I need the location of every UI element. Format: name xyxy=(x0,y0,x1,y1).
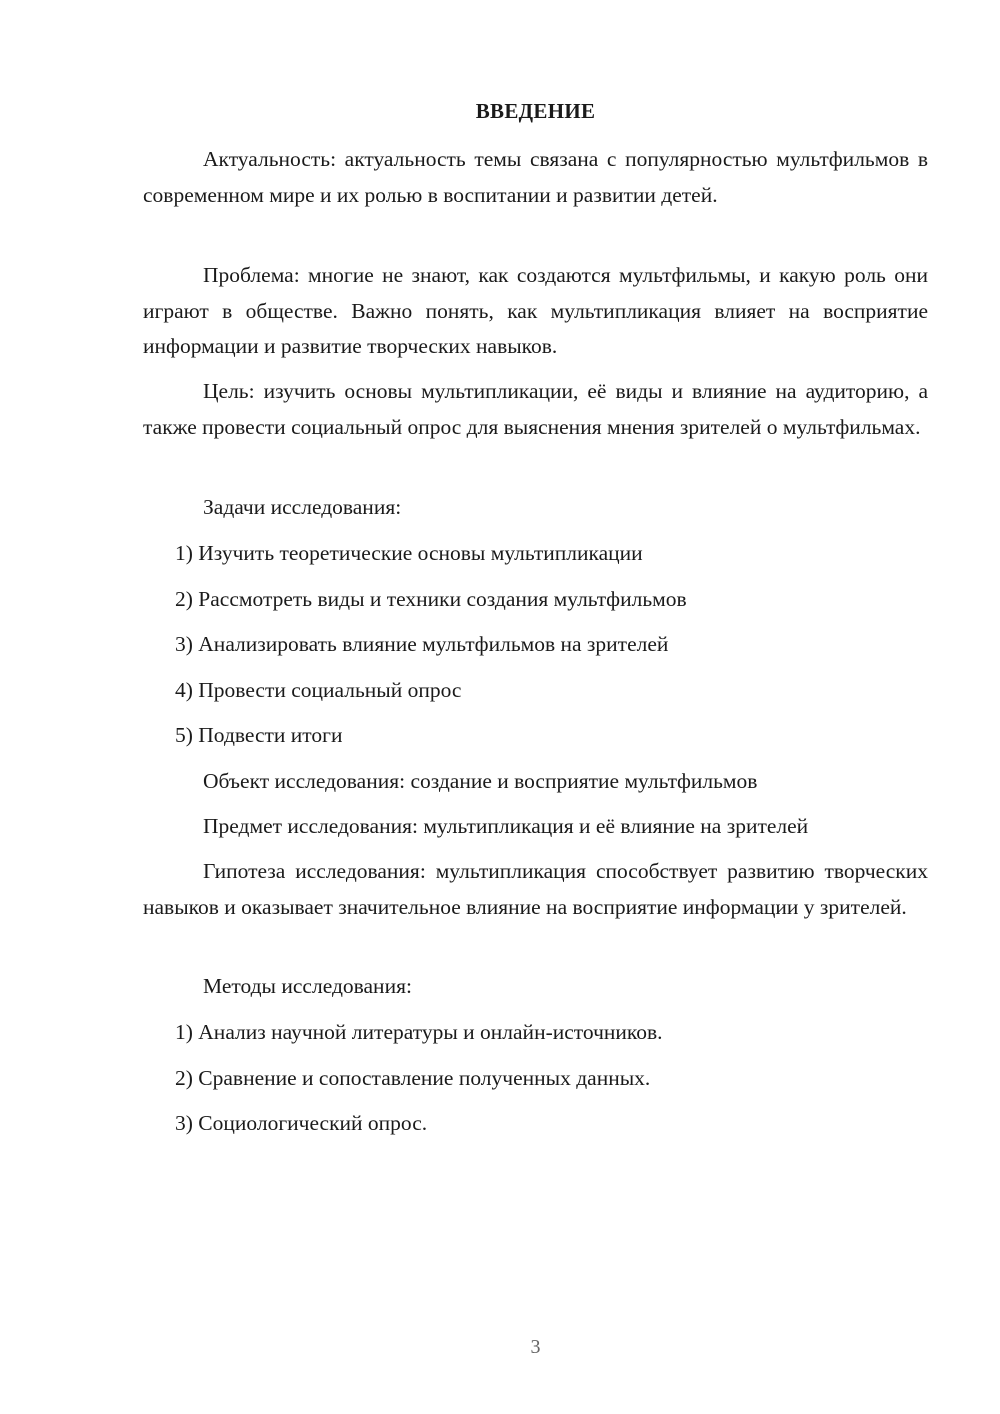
problem-paragraph xyxy=(143,258,928,365)
hypothesis-paragraph xyxy=(143,854,928,925)
list-item: 1) Анализ научной литературы и онлайн-источников. xyxy=(175,1020,663,1044)
tasks-heading xyxy=(143,490,928,526)
relevance-paragraph xyxy=(143,142,928,213)
list-item: 3) Анализировать влияние мультфильмов на зрителей xyxy=(175,632,669,656)
list-item: 2) Рассмотреть виды и техники создания мультфильмов xyxy=(175,586,687,611)
subject-text: Предмет исследования: мультипликация и её влияние на зрителей xyxy=(203,814,809,838)
methods-list xyxy=(143,1015,928,1142)
object-text: Объект исследования: создание и восприятие мультфильмов xyxy=(203,769,758,793)
subject-paragraph xyxy=(143,809,928,845)
hypothesis-text: Гипотеза исследования: мультипликация способствует развитию творческих навыков и оказывает значительное влияние на восприятие информации у зрителей. xyxy=(143,859,928,919)
object-paragraph xyxy=(143,764,928,800)
relevance-text: Актуальность: актуальность темы связана с популярностью мультфильмов в современном мире и их ролью в воспитании и развитии детей. xyxy=(143,147,928,207)
methods-heading xyxy=(143,969,928,1005)
problem-text: Проблема: многие не знают, как создаются мультфильмы, и какую роль они играют в обществе. Важно понять, как мультипликация влияет на восприятие информации и развитие творческих навыков. xyxy=(143,263,928,358)
list-item: 5) Подвести итоги xyxy=(175,723,343,747)
methods-heading-text: Методы исследования: xyxy=(203,974,412,998)
tasks-list xyxy=(143,536,928,754)
document-page xyxy=(143,0,928,1414)
page-title: ВВЕДЕНИЕ xyxy=(475,99,596,123)
tasks-heading-text: Задачи исследования: xyxy=(203,495,402,519)
page-number: 3 xyxy=(530,1336,541,1358)
list-item: 3) Социологический опрос. xyxy=(175,1111,428,1135)
list-item: 2) Сравнение и сопоставление полученных данных. xyxy=(175,1065,651,1090)
list-item: 1) Изучить теоретические основы мультипликации xyxy=(175,541,643,565)
list-item: 4) Провести социальный опрос xyxy=(175,677,462,702)
goal-text: Цель: изучить основы мультипликации, её виды и влияние на аудиторию, а также провести социальный опрос для выяснения мнения зрителей о мультфильмах. xyxy=(143,379,928,439)
goal-paragraph xyxy=(143,374,928,445)
